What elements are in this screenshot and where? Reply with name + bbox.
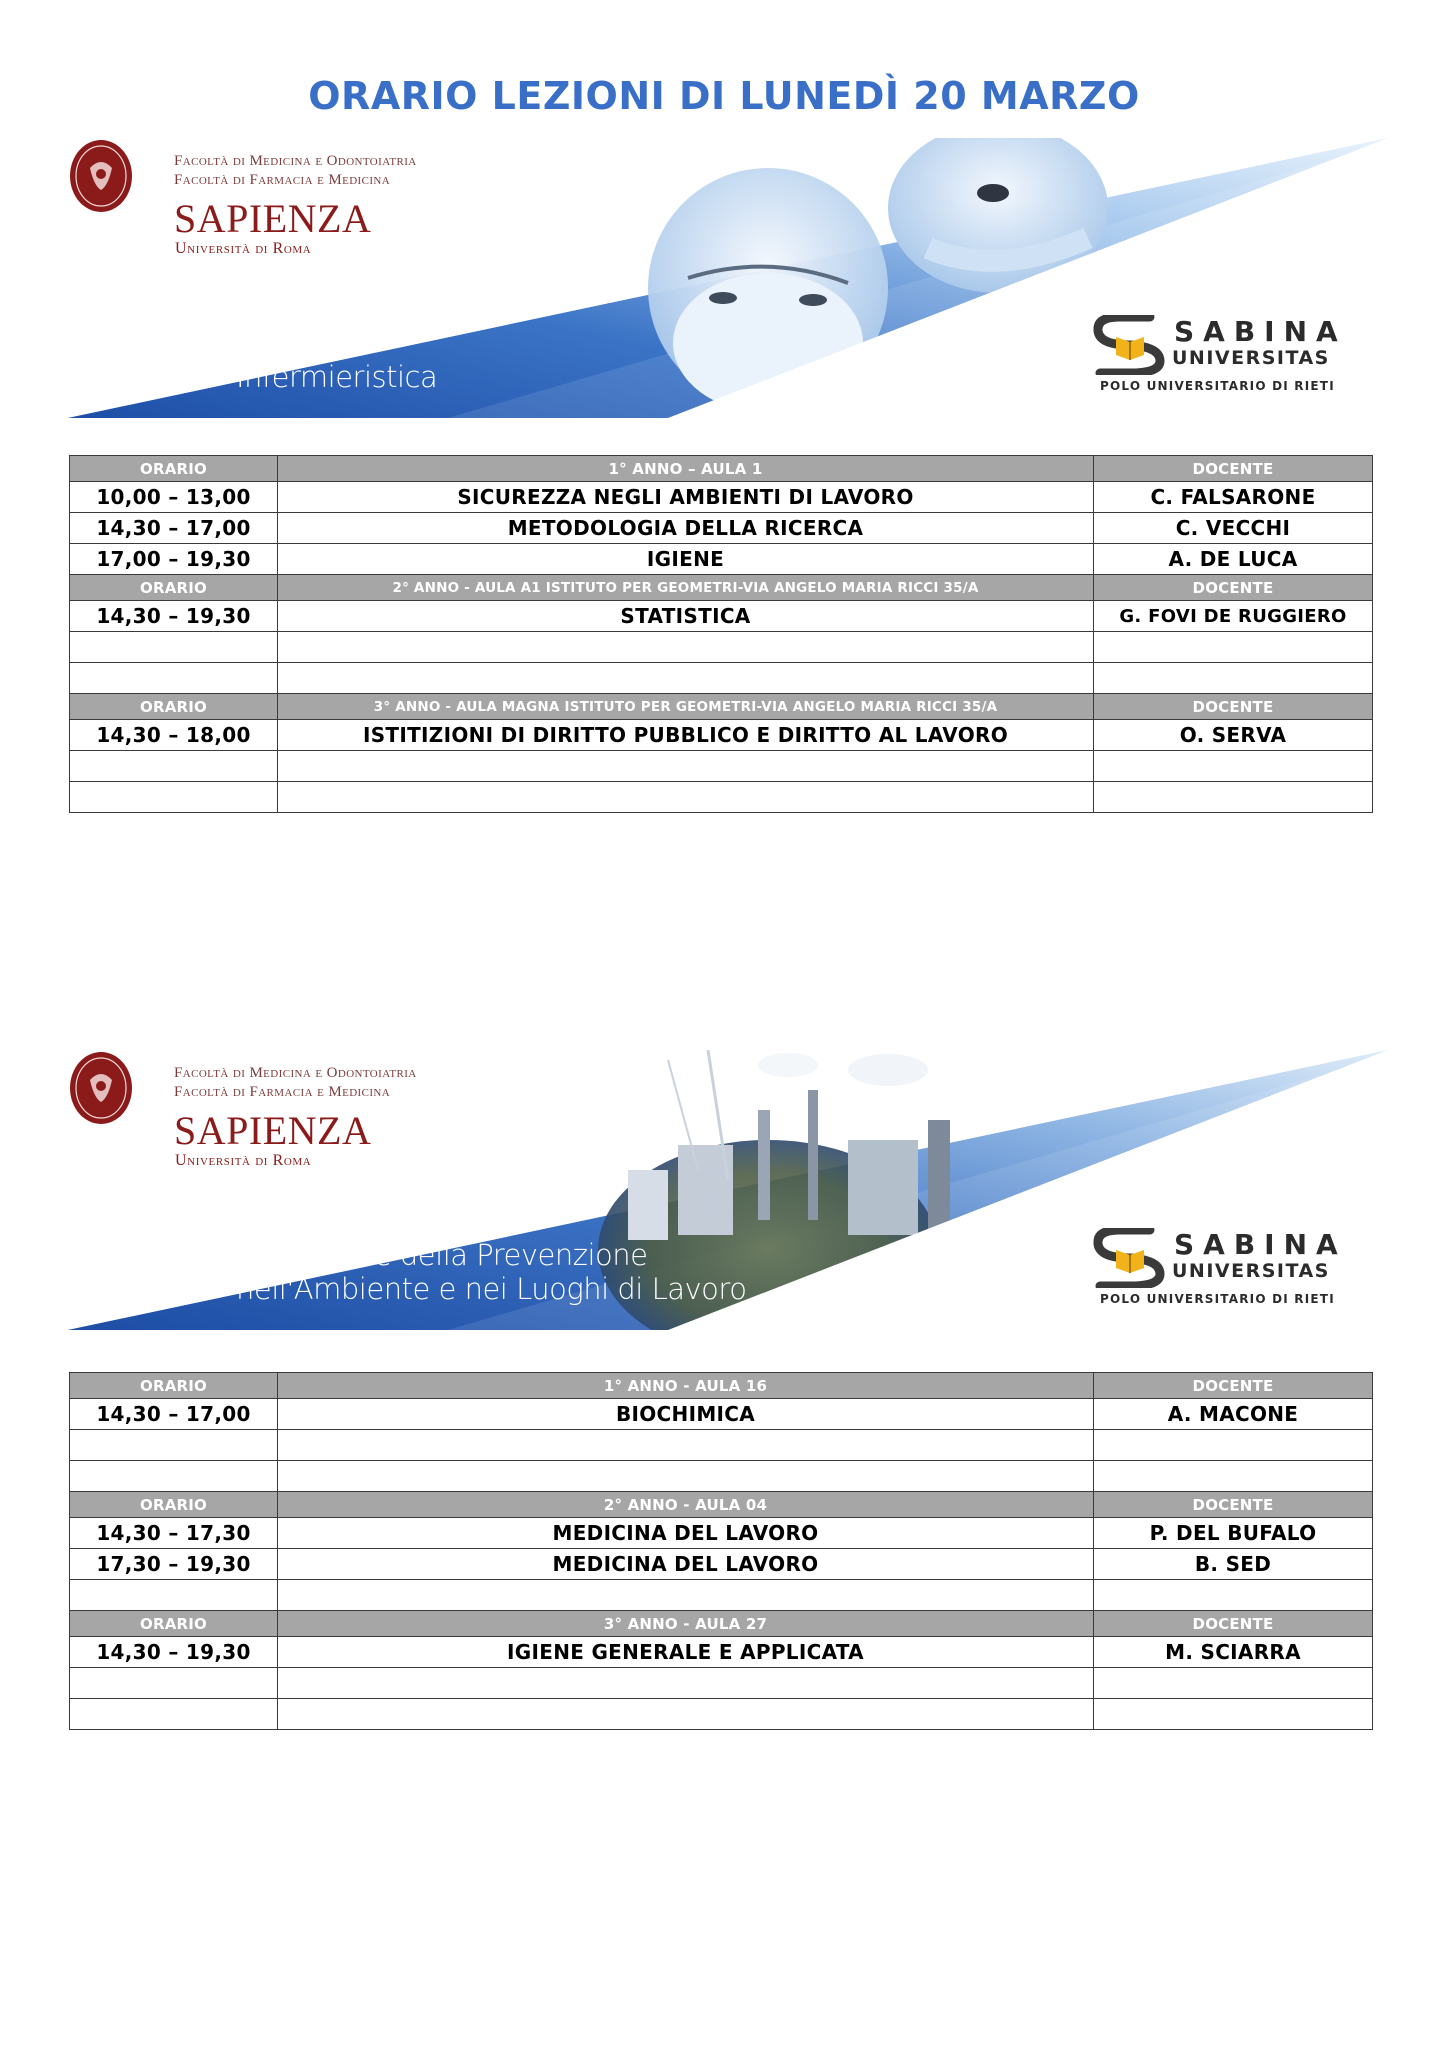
header-year-room: 2° ANNO - AULA A1 ISTITUTO PER GEOMETRI-VIA ANGELO MARIA RICCI 35/A: [278, 575, 1094, 601]
faculty-line-1: Facoltà di Medicina e Odontoiatria: [174, 1065, 417, 1081]
subject-cell: [278, 1668, 1094, 1699]
time-cell: [70, 1430, 278, 1461]
subject-cell: [278, 1580, 1094, 1611]
table-row: [70, 482, 1373, 513]
schedule-table-infermieristica: [69, 455, 1373, 813]
time-cell: 14,30 – 17,00: [70, 1399, 278, 1430]
header-orario: ORARIO: [70, 1492, 278, 1518]
header-year-room: 3° ANNO - AULA MAGNA ISTITUTO PER GEOMETRI-VIA ANGELO MARIA RICCI 35/A: [278, 694, 1094, 720]
subject-cell: MEDICINA DEL LAVORO: [278, 1518, 1094, 1549]
universitas-word: UNIVERSITAS: [1172, 347, 1330, 369]
time-cell: 17,30 – 19,30: [70, 1549, 278, 1580]
table-row: [70, 1461, 1373, 1492]
banner-infermieristica: [68, 138, 1388, 418]
time-cell: 17,00 – 19,30: [70, 544, 278, 575]
table-header-row: [70, 456, 1373, 482]
faculty-line-2: Facoltà di Farmacia e Medicina: [174, 172, 391, 188]
sabina-word: SABINA: [1174, 315, 1347, 348]
teacher-cell: [1094, 1668, 1373, 1699]
subject-cell: METODOLOGIA DELLA RICERCA: [278, 513, 1094, 544]
teacher-cell: [1094, 782, 1373, 813]
table-row: [70, 1699, 1373, 1730]
time-cell: 14,30 – 17,00: [70, 513, 278, 544]
sabina-universitas-logo: [1080, 1226, 1380, 1316]
teacher-cell: O. SERVA: [1094, 720, 1373, 751]
time-cell: 14,30 – 18,00: [70, 720, 278, 751]
table-row: [70, 1430, 1373, 1461]
subject-cell: STATISTICA: [278, 601, 1094, 632]
header-orario: ORARIO: [70, 694, 278, 720]
sabina-book-icon: [1090, 1228, 1170, 1288]
banner-tecniche-prevenzione: [68, 1050, 1388, 1330]
polo-text: POLO UNIVERSITARIO DI RIETI: [1100, 1292, 1335, 1306]
faculty-line-2: Facoltà di Farmacia e Medicina: [174, 1084, 391, 1100]
time-cell: [70, 751, 278, 782]
table-row: [70, 720, 1373, 751]
subject-cell: MEDICINA DEL LAVORO: [278, 1549, 1094, 1580]
time-cell: 10,00 – 13,00: [70, 482, 278, 513]
subject-cell: IGIENE GENERALE E APPLICATA: [278, 1637, 1094, 1668]
university-name: SAPIENZA: [174, 1108, 372, 1153]
teacher-cell: M. SCIARRA: [1094, 1637, 1373, 1668]
teacher-cell: A. MACONE: [1094, 1399, 1373, 1430]
universitas-word: UNIVERSITAS: [1172, 1260, 1330, 1282]
header-year-room: 1° ANNO – AULA 1: [278, 456, 1094, 482]
course-name-line-1: Tecniche della Prevenzione: [270, 1238, 648, 1272]
course-name: Infermieristica: [236, 360, 438, 394]
header-orario: ORARIO: [70, 1373, 278, 1399]
teacher-cell: [1094, 1580, 1373, 1611]
subject-cell: [278, 663, 1094, 694]
header-docente: DOCENTE: [1094, 694, 1373, 720]
header-orario: ORARIO: [70, 575, 278, 601]
table-row: [70, 1668, 1373, 1699]
subject-cell: SICUREZZA NEGLI AMBIENTI DI LAVORO: [278, 482, 1094, 513]
sabina-word: SABINA: [1174, 1228, 1347, 1261]
teacher-cell: C. FALSARONE: [1094, 482, 1373, 513]
subject-cell: BIOCHIMICA: [278, 1399, 1094, 1430]
teacher-cell: [1094, 663, 1373, 694]
time-cell: 14,30 – 19,30: [70, 601, 278, 632]
teacher-cell: C. VECCHI: [1094, 513, 1373, 544]
table-header-row: [70, 1492, 1373, 1518]
table-header-row: [70, 1373, 1373, 1399]
table-row: [70, 1399, 1373, 1430]
schedule-table-tecniche-prevenzione: [69, 1372, 1373, 1730]
teacher-cell: [1094, 1430, 1373, 1461]
subject-cell: [278, 751, 1094, 782]
table-row: [70, 601, 1373, 632]
table-header-row: [70, 1611, 1373, 1637]
sapienza-seal-icon: [68, 1050, 134, 1126]
table-row: [70, 1549, 1373, 1580]
table-row: [70, 663, 1373, 694]
header-docente: DOCENTE: [1094, 456, 1373, 482]
time-cell: [70, 1461, 278, 1492]
sabina-universitas-logo: [1080, 313, 1380, 403]
header-docente: DOCENTE: [1094, 1373, 1373, 1399]
teacher-cell: [1094, 632, 1373, 663]
teacher-cell: [1094, 1461, 1373, 1492]
header-year-room: 3° ANNO - AULA 27: [278, 1611, 1094, 1637]
subject-cell: [278, 782, 1094, 813]
course-name-line-2: nell'Ambiente e nei Luoghi di Lavoro: [236, 1272, 747, 1306]
header-year-room: 2° ANNO - AULA 04: [278, 1492, 1094, 1518]
teacher-cell: [1094, 751, 1373, 782]
sapienza-seal-icon: [68, 138, 134, 214]
time-cell: [70, 782, 278, 813]
table-row: [70, 1637, 1373, 1668]
page-title: ORARIO LEZIONI DI LUNEDÌ 20 MARZO: [308, 74, 1140, 118]
course-name: [236, 1238, 746, 1306]
teacher-cell: P. DEL BUFALO: [1094, 1518, 1373, 1549]
header-docente: DOCENTE: [1094, 1611, 1373, 1637]
subject-cell: [278, 1430, 1094, 1461]
header-year-room: 1° ANNO - AULA 16: [278, 1373, 1094, 1399]
sabina-book-icon: [1090, 315, 1170, 375]
header-orario: ORARIO: [70, 1611, 278, 1637]
table-header-row: [70, 694, 1373, 720]
polo-text: POLO UNIVERSITARIO DI RIETI: [1100, 379, 1335, 393]
table-row: [70, 513, 1373, 544]
faculty-lines: [174, 1064, 417, 1102]
time-cell: [70, 1580, 278, 1611]
subject-cell: ISTITIZIONI DI DIRITTO PUBBLICO E DIRITTO AL LAVORO: [278, 720, 1094, 751]
table-row: [70, 632, 1373, 663]
header-docente: DOCENTE: [1094, 575, 1373, 601]
table-row: [70, 782, 1373, 813]
time-cell: [70, 663, 278, 694]
university-name: SAPIENZA: [174, 196, 372, 241]
teacher-cell: A. DE LUCA: [1094, 544, 1373, 575]
time-cell: 14,30 – 19,30: [70, 1637, 278, 1668]
subject-cell: [278, 1699, 1094, 1730]
faculty-line-1: Facoltà di Medicina e Odontoiatria: [174, 153, 417, 169]
header-orario: ORARIO: [70, 456, 278, 482]
time-cell: [70, 1668, 278, 1699]
subject-cell: IGIENE: [278, 544, 1094, 575]
university-subtitle: Università di Roma: [175, 1152, 312, 1169]
table-row: [70, 751, 1373, 782]
subject-cell: [278, 1461, 1094, 1492]
table-row: [70, 1518, 1373, 1549]
time-cell: 14,30 – 17,30: [70, 1518, 278, 1549]
time-cell: [70, 1699, 278, 1730]
table-row: [70, 544, 1373, 575]
table-row: [70, 1580, 1373, 1611]
faculty-lines: [174, 152, 417, 190]
teacher-cell: [1094, 1699, 1373, 1730]
teacher-cell: B. SED: [1094, 1549, 1373, 1580]
university-subtitle: Università di Roma: [175, 240, 312, 257]
time-cell: [70, 632, 278, 663]
teacher-cell: G. FOVI DE RUGGIERO: [1094, 601, 1373, 632]
header-docente: DOCENTE: [1094, 1492, 1373, 1518]
subject-cell: [278, 632, 1094, 663]
table-header-row: [70, 575, 1373, 601]
